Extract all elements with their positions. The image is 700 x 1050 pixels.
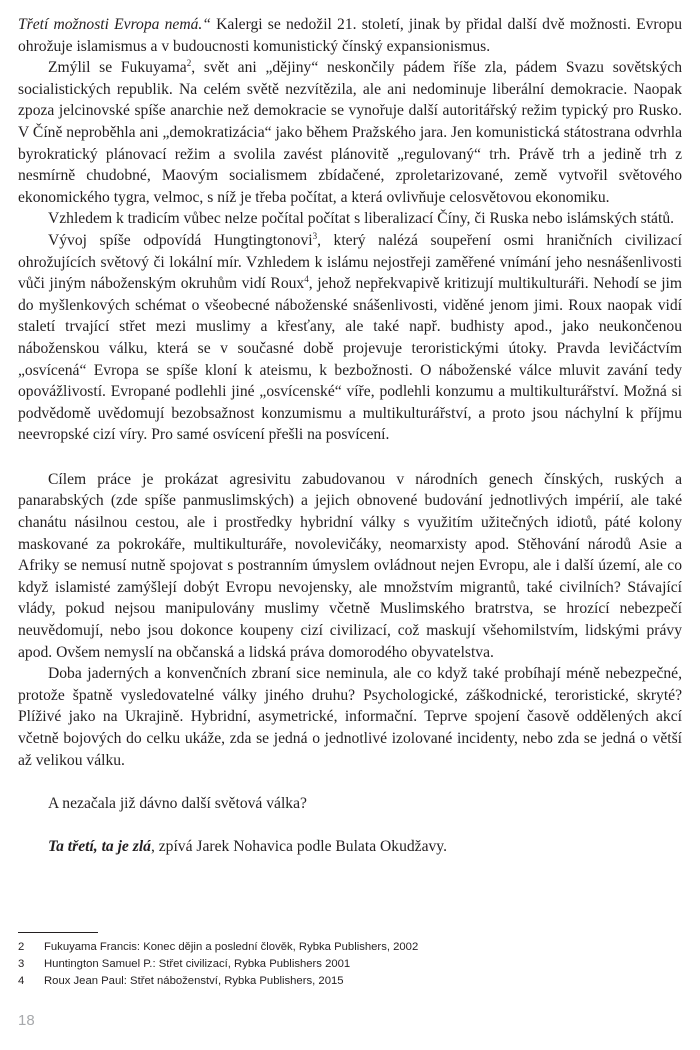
paragraph-2-text-b: , svět ani „dějiny“ neskončily pádem říše zla, pádem Svazu sovětských socialistických republik. Na celém světě nezvítězila, ale ani nedominuje liberální demokracie. Naopak zpoza jelcinovské spíše anarchie než demokracie se vynořuje další autoritářský režim typický pro Rusko. V Číně neproběhla ani „demokratizácia“ jako během Pražského jara. Jen komunistická státostrana odvrhla byrokratický plánovací režim a svolila zavést plánovitě „regulovaný“ trh. Právě trh a jedině trh z nesmírně chudobné, Maovým socialismem zbídačené, zproletarizované, země vytvořil světového ekonomického tygra, velmoc, s níž je třeba počítat, a která ovlivňuje celosvětovou ekonomiku. — [18, 59, 682, 206]
footnote-item — [18, 956, 682, 973]
paragraph-1 — [18, 14, 682, 57]
paragraph-2 — [18, 57, 682, 208]
paragraph-1-text: Kalergi se nedožil 21. století, jinak by přidal další dvě možnosti. Evropu ohrožuje islamismus a v budoucnosti komunistický čínský expansionismus. — [18, 16, 683, 55]
paragraph-7: A nezačala již dávno další světová válka? — [48, 794, 307, 812]
footnote-ref[interactable]: 4 — [304, 274, 309, 285]
paragraph-8 — [18, 836, 682, 858]
section-gap — [18, 446, 682, 469]
paragraph-4-text-c: , jehož nepřekvapivě kritizují multikulturáři. Nehodí se jim do myšlenkových schémat o všeobecné náboženské snášenlivosti, viděné jenom jimi. Roux naopak vidí staletí trvající střet mezi muslimy a křesťany, ale také např. budhisty apod., jako neukončenou náboženskou válku, která se v současné době projevuje teroristickými útoky. Pravda levičáctvím „osvícená“ Evropa se spíše kloní k ateismu, k bezbožnosti. O náboženské válce mluvit zavání tedy opovážlivostí. Evropané podlehli jiné „osvícenské“ víře, podlehli konzumu a multikulturářství. Možná si podvědomě uvědomují bezobsažnost konzumismu a multikulturářství, a proto jsou náchylní k příjmu neevropské cizí víry. Pro samé osvícení přešli na posvícení. — [18, 275, 683, 444]
paragraph-3: Vzhledem k tradicím vůbec nelze počítal počítat s liberalizací Číny, či Ruska nebo islámských států. — [48, 210, 675, 228]
paragraph-4 — [18, 230, 682, 446]
page-number: 18 — [18, 1012, 35, 1029]
footnote-item — [18, 939, 682, 956]
paragraph-5: Cílem práce je prokázat agresivitu zabudovanou v národních genech čínských, ruských a panarabských (zde spíše panmuslimských) a jejich obnovené budování jednotlivých impérií, ale také chanátu násilnou cestou, ale i prostředky hybridní války s využitím užitečných idiotů, páté kolony maskované za pokrokáře, multikulturáře, novolevičáky, neomarxisty apod. Stěhování národů Asie a Afriky se nemusí nutně spojovat s postranním úmyslem ovládnout nejen Evropu, ale i další území, ale co když islamisté zamýšlejí dobýt Evropu nevojensky, ale množstvím migrantů, také civilních? Stávající vlády, pokud nejsou manipulovány muslimy včetně Muslimského bratrstva, se hrozící nebezpečí neuvědomují, nebo jsou dokonce koupeny cizí civilizací, což maskují všehomilstvím, lidskými právy apod. Ovšem nemyslí na občanská a lidská práva domorodého obyvatelstva. — [18, 470, 682, 661]
section-gap — [18, 814, 682, 836]
italic-quote-end: Třetí možnosti Evropa nemá.“ — [18, 16, 211, 33]
paragraph-2-text-a: Zmýlil se Fukuyama — [48, 59, 187, 77]
footnote-number: 2 — [18, 941, 25, 953]
footnote-number: 4 — [18, 975, 25, 987]
footnote-text: Huntington Samuel P.: Střet civilizací, Rybka Publishers 2001 — [44, 958, 351, 970]
footnote-text: Fukuyama Francis: Konec dějin a poslední člověk, Rybka Publishers, 2002 — [44, 941, 419, 953]
paragraph-4-text-b: , který nalézá soupeření osmi hraničních civilizací ohrožujících světový či lokální mír. Vzhledem k islámu nejostřeji zaměřené vnímání jeho nesnášenlivosti vůči jiným náboženským okruhům vidí Roux — [18, 231, 682, 293]
paragraph-6: Doba jaderných a konvenčních zbraní sice neminula, ale co když také probíhají méně nebezpečné, protože špatně vysledovatelné války jiného druhu? Psychologické, záškodnické, teroristické, skryté? Plíživé jako na Ukrajině. Hybridní, asymetrické, informační. Teprve spojení časově oddělených akcí včetně bojových do celku ukáže, zda se jedná o jednotlivé izolované incidenty, nebo zda se jedná o větší až velikou válku. — [18, 665, 682, 769]
footnote-text: Roux Jean Paul: Střet náboženství, Rybka Publishers, 2015 — [44, 975, 344, 987]
footnotes — [18, 939, 682, 990]
footnote-item — [18, 973, 682, 990]
paragraph-4-text-a: Vývoj spíše odpovídá Hungtingtonovi — [48, 231, 313, 249]
footnote-divider — [18, 932, 98, 933]
song-title: Ta třetí, ta je zlá — [48, 837, 151, 855]
footnote-ref[interactable]: 2 — [186, 58, 192, 69]
section-gap — [18, 771, 682, 793]
footnote-number: 3 — [18, 958, 25, 970]
footnote-ref[interactable]: 3 — [312, 230, 318, 241]
paragraph-8-text: , zpívá Jarek Nohavica podle Bulata Okudžavy. — [150, 837, 447, 855]
